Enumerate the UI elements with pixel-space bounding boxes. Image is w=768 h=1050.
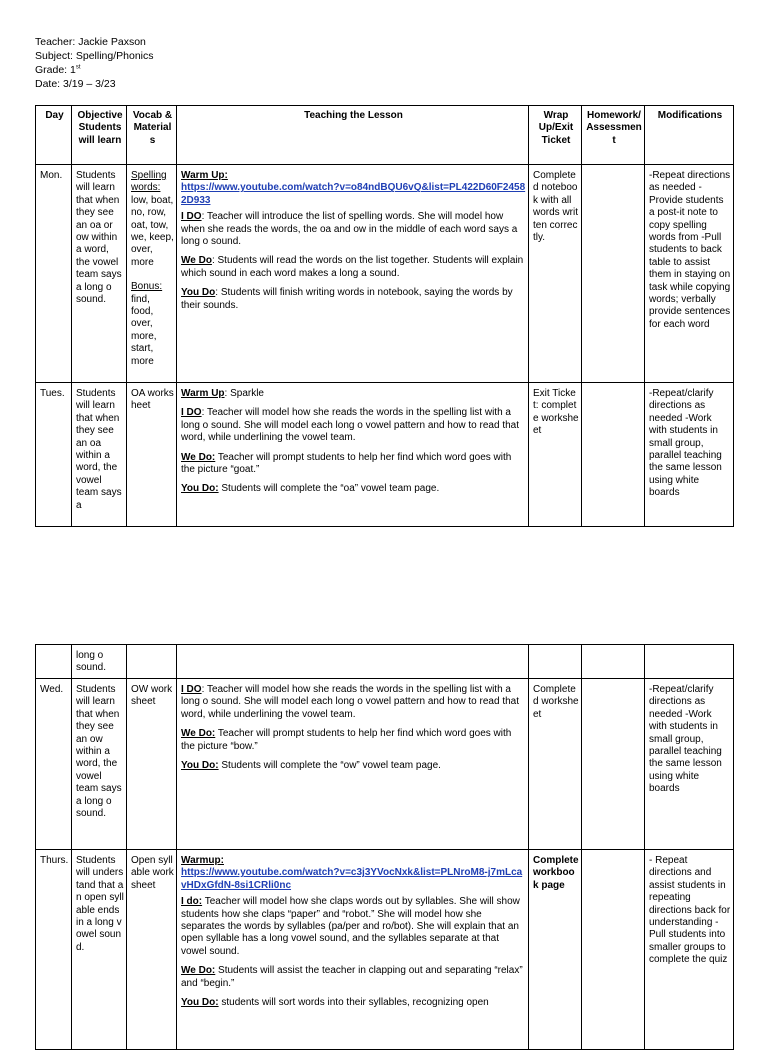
warm-up-label: Warmup: <box>181 855 224 866</box>
table-row-wednesday <box>36 679 734 850</box>
we-do-label: We Do: <box>181 965 216 977</box>
modifications-cell: - Repeat directions and assist students in repeating directions back for understanding -Pull students into smaller groups to complete the quiz <box>645 850 734 1050</box>
homework-cell <box>582 645 645 679</box>
vocab-cell <box>127 645 177 679</box>
teaching-cell <box>177 383 529 527</box>
wrap-cell <box>529 645 582 679</box>
vocab-cell: OA worksheet <box>127 383 177 527</box>
date-line: Date: 3/19 – 3/23 <box>35 78 116 90</box>
modifications-cell: -Repeat directions as needed -Provide students a post-it note to copy spelling words from -Pull students to back table to assist them in staying on task while copying words; verbally provide sentences for each word <box>645 165 734 383</box>
lesson-plan-table-top <box>35 105 734 527</box>
col-header-wrap: Wrap Up/Exit Ticket <box>529 106 582 165</box>
objective-cell: Students will learn that when they see an oa or ow within a word, the vowel team says a long o sound. <box>72 165 127 383</box>
you-do-text: students will sort words into their syllables, recognizing open <box>218 997 489 1009</box>
grade-line <box>35 63 154 77</box>
day-cell: Wed. <box>36 679 72 850</box>
we-do-label: We Do: <box>181 728 216 740</box>
subject-line: Subject: Spelling/Phonics <box>35 50 154 62</box>
col-header-homework: Homework/ Assessment <box>582 106 645 165</box>
teaching-cell <box>177 645 529 679</box>
i-do-text: : Teacher will model how she reads the words in the spelling list with a long o sound. She will model each long o vowel pattern and how to read that word, while underlining the vowel team. <box>181 407 519 444</box>
we-do-label: We Do <box>181 255 212 267</box>
table-row-monday <box>36 165 734 383</box>
warm-up-label: Warm Up <box>181 388 225 399</box>
you-do-text: Students will complete the “oa” vowel team page. <box>218 483 440 495</box>
warm-up-label: Warm Up: <box>181 170 228 181</box>
homework-cell <box>582 383 645 527</box>
spelling-words-list: low, boat, no, row, oat, tow, we, keep, over, more <box>131 194 174 268</box>
col-header-objective: Objective Students will learn <box>72 106 127 165</box>
we-do-text: Teacher will prompt students to help her find which word goes with the picture “bow.” <box>181 728 512 752</box>
i-do-label: I DO <box>181 407 202 419</box>
table-row-continued <box>36 645 734 679</box>
grade-superscript: st <box>75 64 81 71</box>
we-do-label: We Do: <box>181 451 216 463</box>
homework-cell <box>582 679 645 850</box>
homework-cell <box>582 165 645 383</box>
you-do-text: Students will complete the “ow” vowel team page. <box>218 760 441 772</box>
spelling-words-label: Spelling words: <box>131 170 167 194</box>
bonus-label: Bonus: <box>131 281 163 293</box>
teacher-line: Teacher: Jackie Paxson <box>35 36 146 48</box>
vocab-cell <box>127 165 177 383</box>
col-header-vocab: Vocab & Materials <box>127 106 177 165</box>
i-do-label: I DO <box>181 684 202 695</box>
day-cell: Thurs. <box>36 850 72 1050</box>
i-do-text: : Teacher will introduce the list of spelling words. She will model how when she reads the words, the oa and ow in the middle of each word says a long o sound. <box>181 211 518 248</box>
i-do-label: I DO <box>181 211 202 223</box>
you-do-label: You Do: <box>181 997 219 1009</box>
you-do-label: You Do: <box>181 760 219 772</box>
vocab-cell: OW worksheet <box>127 679 177 850</box>
modifications-cell <box>645 645 734 679</box>
we-do-text: : Students will read the words on the list together. Students will explain which sound in each word makes a long a sound. <box>181 255 524 279</box>
teaching-cell <box>177 679 529 850</box>
day-cell <box>36 645 72 679</box>
objective-cell: Students will understand that an open syllable ends in a long vowel sound. <box>72 850 127 1050</box>
i-do-text: : Teacher will model how she reads the words in the spelling list with a long o sound. She will model each long o vowel pattern and how to read that word, while underlining the vowel team. <box>181 684 519 720</box>
lesson-plan-table-bottom <box>35 644 734 1050</box>
vocab-cell: Open syllable worksheet <box>127 850 177 1050</box>
modifications-cell: -Repeat/clarify directions as needed -Work with students in small group, parallel teaching the same lesson using white boards <box>645 383 734 527</box>
teaching-cell <box>177 850 529 1050</box>
col-header-mods: Modifications <box>645 106 734 165</box>
col-header-day: Day <box>36 106 72 165</box>
lesson-header <box>35 35 154 91</box>
wrap-cell: Completed notebook with all words written correctly. <box>529 165 582 383</box>
i-do-text: Teacher will model how she claps words out by syllables. She will show students how she claps “paper” and “robot.” She will model how she separates the words by syllables (pa/per and ro/bot). She will explain that an open syllable has a long vowel sound, and the syllables separate at that vowel sound. <box>181 896 520 957</box>
modifications-cell: -Repeat/clarify directions as needed -Work with students in small group, parallel teaching the same lesson using white boards <box>645 679 734 850</box>
objective-cell: Students will learn that when they see an ow within a word, the vowel team says a long o sound. <box>72 679 127 850</box>
you-do-text: : Students will finish writing words in notebook, saying the words by their sounds. <box>181 287 513 311</box>
you-do-label: You Do: <box>181 483 219 495</box>
table-header-row <box>36 106 734 165</box>
we-do-text: Teacher will prompt students to help her find which word goes with the picture “goat.” <box>181 451 512 476</box>
grade-text: Grade: 1 <box>35 64 76 76</box>
i-do-label: I do: <box>181 896 203 908</box>
wrap-cell: Exit Ticket: complete worksheet <box>529 383 582 527</box>
bonus-words-list: find, food, over, more, start, more <box>131 293 157 367</box>
day-cell: Tues. <box>36 383 72 527</box>
objective-cell: Students will learn that when they see an oa within a word, the vowel team says a <box>72 383 127 527</box>
you-do-label: You Do <box>181 287 216 299</box>
teaching-cell <box>177 165 529 383</box>
homework-cell <box>582 850 645 1050</box>
table-row-thursday <box>36 850 734 1050</box>
table-row-tuesday <box>36 383 734 527</box>
warm-up-text: : Sparkle <box>224 388 264 399</box>
warm-up-video-link[interactable]: https://www.youtube.com/watch?v=o84ndBQU6vQ&list=PL422D60F24582D933 <box>181 182 526 206</box>
col-header-teaching: Teaching the Lesson <box>177 106 529 165</box>
wrap-cell: Complete workbook page <box>529 850 582 1050</box>
we-do-text: Students will assist the teacher in clapping out and separating “relax” and “begin.” <box>181 965 523 989</box>
day-cell: Mon. <box>36 165 72 383</box>
warm-up-video-link[interactable]: https://www.youtube.com/watch?v=c3j3YVocNxk&list=PLNroM8-j7mLcavHDxGfdN-8si1CRli0nc <box>181 867 523 891</box>
wrap-cell: Completed worksheet <box>529 679 582 850</box>
objective-cell: long o sound. <box>72 645 127 679</box>
